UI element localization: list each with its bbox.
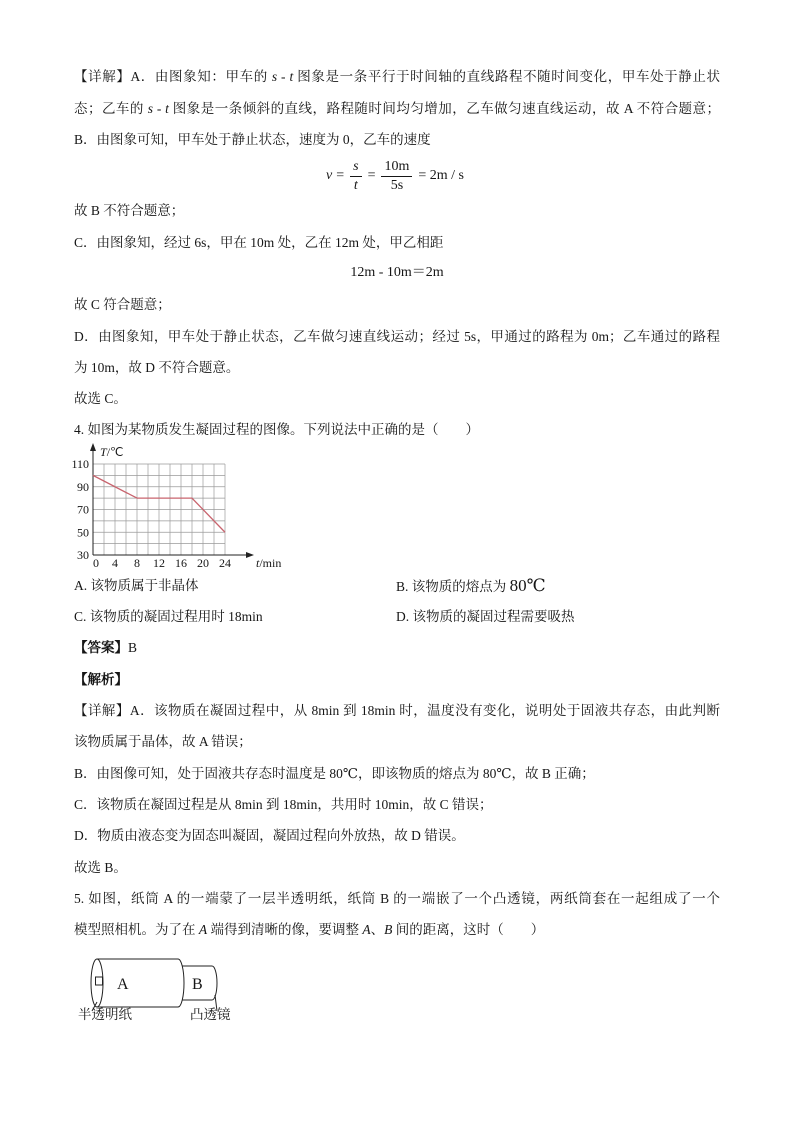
y-tick-label: 30	[77, 548, 89, 562]
q5-stem-line-2	[74, 920, 544, 940]
formula-result: = 2m / s	[418, 168, 464, 183]
option-text: B. 该物质的熔点为	[396, 579, 510, 594]
formula-lhs: v	[326, 168, 333, 183]
st-variable: s - t	[147, 101, 169, 116]
text: 态；乙车的	[74, 101, 148, 116]
q3-detail-line-6: 故 C 符合题意；	[74, 297, 171, 312]
q3-detail-line-3: B．由图象可知，甲车处于静止状态，速度为 0，乙车的速度	[74, 132, 431, 147]
y-axis-label: T/℃	[100, 445, 124, 459]
fraction-s-over-t	[350, 158, 361, 195]
tube-b-label: B	[192, 976, 203, 993]
fraction-values	[381, 158, 412, 195]
x-axis-label: t/min	[256, 556, 282, 570]
x-tick-label: 12	[153, 556, 165, 570]
equals-sign: =	[367, 168, 376, 183]
tube-a-label: A	[117, 976, 129, 993]
option-value: 80℃	[509, 576, 546, 595]
denominator: t	[353, 177, 358, 193]
x-tick-label: 0	[93, 556, 99, 570]
q4-detail-line-1: 【详解】A．该物质在凝固过程中，从 8min 到 18min 时，温度没有变化，说明处于固液共存态，由此判断	[74, 703, 720, 718]
translucent-paper-mark	[96, 977, 103, 985]
q3-detail-line-7: D．由图象知，甲车处于静止状态，乙车做匀速直线运动；经过 5s，甲通过的路程为 0m；乙车通过的路程	[74, 329, 720, 344]
numerator: 10m	[381, 158, 412, 177]
x-tick-label: 24	[219, 556, 231, 570]
translucent-paper-label: 半透明纸	[78, 1007, 132, 1022]
numerator: s	[350, 158, 361, 177]
text: 模型照相机。为了在	[74, 922, 199, 937]
st-variable: s - t	[271, 69, 294, 84]
velocity-formula	[74, 155, 720, 197]
text: 【详解】A．由图象知：甲车的	[74, 69, 272, 84]
text: 图象是一条倾斜的直线，路程随时间均匀增加，乙车做匀速直线运动，故 A 不符合题意；	[168, 101, 720, 116]
q3-detail-line-2	[74, 99, 720, 119]
model-camera-figure	[70, 950, 250, 1012]
y-tick-label: 90	[77, 479, 89, 494]
y-tick-label: 50	[77, 525, 89, 540]
q4-stem: 4. 如图为某物质发生凝固过程的图像。下列说法中正确的是（ ）	[74, 422, 479, 437]
equals-sign: =	[336, 168, 345, 183]
x-tick-label: 20	[197, 556, 209, 570]
q3-detail-line-5: C．由图象知，经过 6s，甲在 10m 处，乙在 12m 处，甲乙相距	[74, 235, 444, 250]
distance-formula: 12m - 10m＝2m	[350, 265, 444, 280]
q4-option-a: A. 该物质属于非晶体	[74, 578, 199, 593]
answer-label: 【答案】	[74, 640, 128, 655]
tube-a-var: A	[198, 922, 208, 937]
q5-stem-line-1: 5. 如图，纸筒 A 的一端蒙了一层半透明纸，纸筒 B 的一端嵌了一个凸透镜，两纸筒套在一起组成了一个	[74, 891, 720, 906]
solidification-chart	[60, 440, 292, 572]
q4-detail-line-3: B．由图像可知，处于固液共存态时温度是 80℃，即该物质的熔点为 80℃，故 B 正确；	[74, 766, 595, 781]
y-tick-label: 70	[77, 502, 89, 517]
text: 端得到清晰的像，要调整	[207, 922, 363, 937]
tube-a-var: A	[362, 922, 371, 937]
q3-detail-line-1	[74, 67, 720, 87]
q4-option-c: C. 该物质的凝固过程用时 18min	[74, 609, 263, 624]
q4-detail-line-4: C．该物质在凝固过程是从 8min 到 18min，共用时 10min，故 C 错误；	[74, 797, 493, 812]
text: 间的距离，这时（ ）	[392, 922, 545, 937]
y-axis-arrow	[90, 443, 96, 451]
text: 、	[370, 922, 385, 937]
q4-detail-line-5: D．物质由液态变为固态叫凝固，凝固过程向外放热，故 D 错误。	[74, 828, 465, 843]
tube-a-paper-end	[91, 959, 103, 1007]
q4-answer	[74, 638, 137, 658]
convex-lens-label: 凸透镜	[190, 1007, 231, 1022]
tube-b-var: B	[384, 922, 393, 937]
q3-conclusion: 故选 C。	[74, 391, 127, 406]
q3-detail-line-8: 为 10m，故 D 不符合题意。	[74, 360, 240, 375]
text: 图象是一条平行于时间轴的直线路程不随时间变化，甲车处于静止状	[293, 69, 720, 84]
x-axis-arrow	[246, 552, 254, 558]
q4-detail-line-2: 该物质属于晶体，故 A 错误；	[74, 734, 252, 749]
x-tick-label: 4	[112, 556, 118, 570]
x-tick-label: 8	[134, 556, 140, 570]
answer-value: B	[128, 640, 138, 655]
x-tick-label: 16	[175, 556, 187, 570]
analysis-label: 【解析】	[74, 672, 128, 687]
denominator: 5s	[390, 177, 404, 193]
q3-detail-line-4: 故 B 不符合题意；	[74, 203, 185, 218]
q4-option-d: D. 该物质的凝固过程需要吸热	[396, 609, 575, 624]
y-tick-label: 110	[71, 457, 89, 471]
tube-b-lens-end	[212, 966, 217, 1000]
q4-option-b	[396, 576, 546, 596]
q4-conclusion: 故选 B。	[74, 860, 127, 875]
